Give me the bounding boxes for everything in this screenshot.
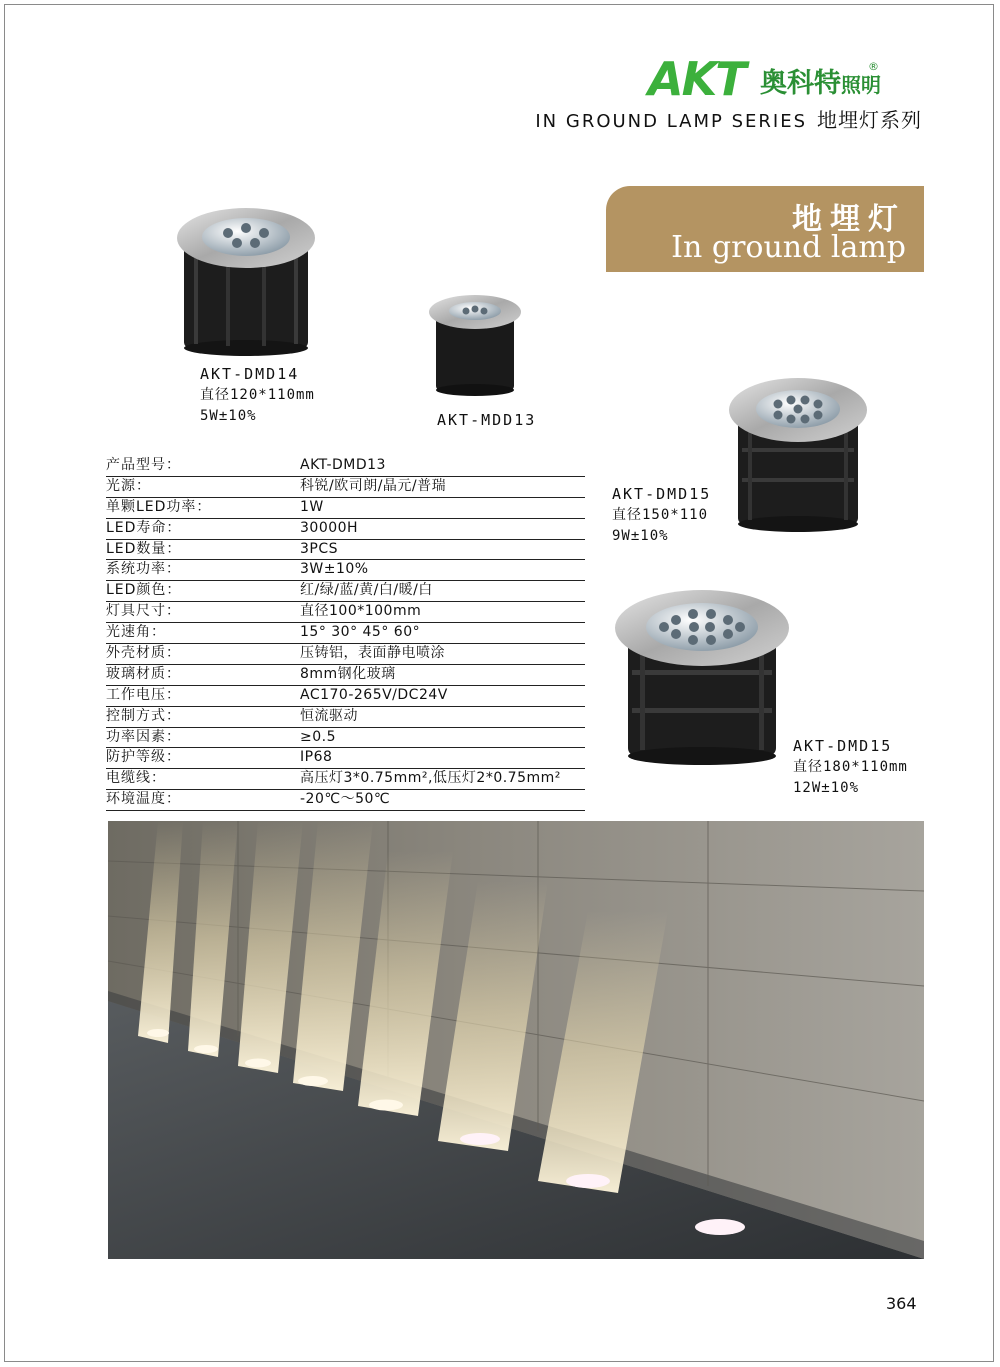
spec-row <box>106 560 585 581</box>
spec-row <box>106 790 585 811</box>
spec-row <box>106 748 585 769</box>
spec-row <box>106 623 585 644</box>
spec-row <box>106 665 585 686</box>
series-cn: 地埋灯系列 <box>817 108 922 132</box>
spec-row <box>106 686 585 707</box>
brand-cn-name: 奥科特 <box>760 68 841 99</box>
product-size: 直径150*110 <box>612 507 709 523</box>
spec-value: -20℃～50℃ <box>300 791 391 808</box>
product-model: AKT-DMD15 <box>793 737 893 755</box>
brand-cn <box>760 68 881 101</box>
spec-label: LED数量： <box>106 540 182 557</box>
page-number: 364 <box>886 1294 917 1313</box>
spec-value: 科锐/欧司朗/晶元/普瑞 <box>300 477 447 494</box>
spec-row <box>106 498 585 519</box>
banner-title-cn: 地埋灯 <box>792 202 906 237</box>
spec-value: 红/绿/蓝/黄/白/暖/白 <box>300 582 433 599</box>
caption-dmd14 <box>200 364 315 427</box>
brand-suffix: 照明 <box>841 73 881 97</box>
spec-value: 3W±10% <box>300 561 369 578</box>
product-power: 5W±10% <box>200 408 257 424</box>
spec-label: 工作电压： <box>106 686 181 703</box>
spec-row <box>106 456 585 477</box>
lamp-image-mdd13 <box>428 294 522 398</box>
series-title <box>535 104 922 133</box>
spec-label: 系统功率： <box>106 561 181 578</box>
spec-label: 电缆线： <box>106 770 166 787</box>
spec-label: 外壳材质： <box>106 645 181 662</box>
lamp-image-dmd15-150 <box>728 378 868 534</box>
spec-label: 光速角： <box>106 624 166 641</box>
banner-title-en: In ground lamp <box>671 230 906 265</box>
product-model: AKT-DMD14 <box>200 365 300 383</box>
series-en: IN GROUND LAMP SERIES <box>535 111 807 132</box>
spec-label: 控制方式： <box>106 707 181 724</box>
caption-dmd15-150 <box>612 484 728 547</box>
spec-row <box>106 519 585 540</box>
installation-photo <box>108 821 924 1259</box>
spec-label: 灯具尺寸： <box>106 603 181 620</box>
spec-label: LED寿命： <box>106 519 182 536</box>
caption-mdd13 <box>437 410 536 431</box>
spec-value: ≥0.5 <box>300 728 336 745</box>
spec-row <box>106 707 585 728</box>
spec-row <box>106 540 585 561</box>
lamp-image-dmd14 <box>176 206 316 358</box>
spec-label: 防护等级： <box>106 749 181 766</box>
title-banner <box>606 186 924 272</box>
spec-value: IP68 <box>300 749 333 766</box>
spec-value: 压铸铝，表面静电喷涂 <box>300 645 445 662</box>
spec-row <box>106 581 585 602</box>
lamp-image-dmd15-180 <box>614 590 790 766</box>
spec-label: 环境温度： <box>106 791 181 808</box>
spec-value: 恒流驱动 <box>300 707 358 724</box>
spec-row <box>106 602 585 623</box>
spec-row <box>106 644 585 665</box>
spec-value: 15° 30° 45° 60° <box>300 624 421 641</box>
spec-label: 功率因素： <box>106 728 181 745</box>
product-model: AKT-DMD15 <box>612 485 712 503</box>
product-power: 12W±10% <box>793 780 860 796</box>
spec-value: AKT-DMD13 <box>300 457 386 473</box>
brand-latin: AKT <box>648 52 745 106</box>
spec-row <box>106 477 585 498</box>
spec-label: 玻璃材质： <box>106 665 181 682</box>
spec-label: 产品型号： <box>106 457 181 473</box>
spec-value: AC170-265V/DC24V <box>300 686 448 703</box>
spec-row <box>106 728 585 749</box>
caption-dmd15-180 <box>793 736 908 799</box>
spec-label: 光源： <box>106 477 151 494</box>
spec-value: 高压灯3*0.75mm²,低压灯2*0.75mm² <box>300 770 561 787</box>
spec-value: 30000H <box>300 519 359 536</box>
spec-label: LED颜色： <box>106 582 182 599</box>
registered-mark: ® <box>868 60 879 73</box>
spec-value: 1W <box>300 498 324 515</box>
product-model: AKT-MDD13 <box>437 411 537 429</box>
product-size: 直径120*110mm <box>200 387 315 403</box>
spec-value: 8mm钢化玻璃 <box>300 665 396 682</box>
spec-label: 单颗LED功率： <box>106 498 212 515</box>
spec-row <box>106 769 585 790</box>
spec-table <box>106 456 585 811</box>
product-power: 9W±10% <box>612 528 669 544</box>
spec-value: 3PCS <box>300 540 339 557</box>
product-size: 直径180*110mm <box>793 759 908 775</box>
spec-value: 直径100*100mm <box>300 603 422 620</box>
